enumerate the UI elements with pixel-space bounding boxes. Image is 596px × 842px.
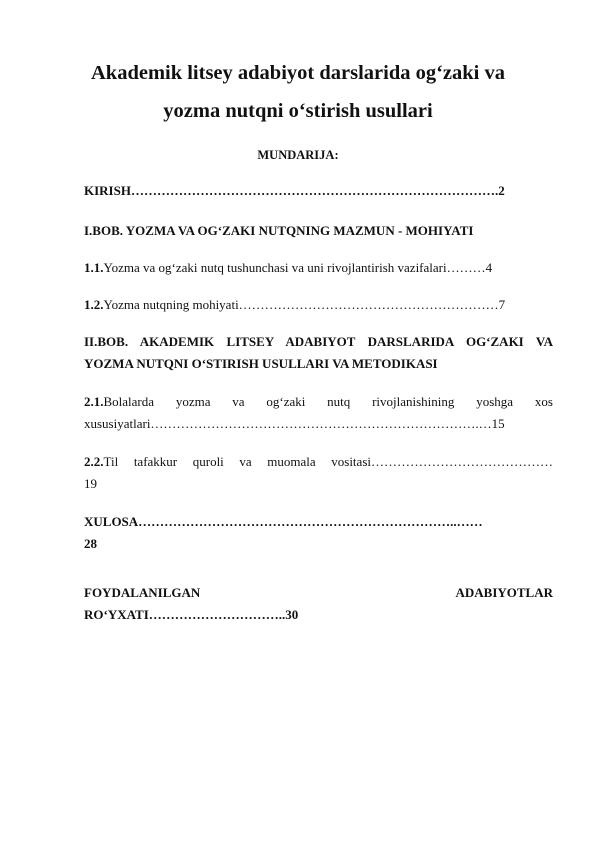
toc-entry-chapter-2-line-1: II.BOB. AKADEMIK LITSEY ADABIYOT DARSLARIDA OG‘ZAKI VA [84,334,553,349]
toc-entry-chapter-1: I.BOB. YOZMA VA OG‘ZAKI NUTQNING MAZMUN - MOHIYATI [84,223,474,238]
toc-entry-2-2-line-1 [84,452,553,472]
toc-entry-chapter-2-line-2: YOZMA NUTQNI O‘STIRISH USULLARI VA METODIKASI [84,356,438,371]
section-title: Yozma nutqning mohiyati……………………………………………………7 [103,297,506,312]
toc-entry-2-1-line-1: 2.1.Bolalarda yozma va og‘zaki nutq rivojlanishining yoshga xos [84,392,553,412]
section-number: 1.1. [84,260,104,275]
toc-entry-xulosa-page: 28 [84,536,97,551]
section-title: Yozma va og‘zaki nutq tushunchasi va uni rivojlantirish vazifalari………4 [103,260,493,275]
document-title-line-1: Akademik litsey adabiyot darslarida og‘zaki va [90,62,505,84]
toc-entry-xulosa: XULOSA………………………………………………………………..…… [84,514,483,529]
section-number: 1.2. [84,297,104,312]
toc-entry-2-1-line-2: xususiyatlari………………………………………………………………….…15 [84,416,505,431]
toc-entry-references-line-2: RO‘YXATI…………………………..30 [84,607,299,622]
section-number: 2.2. [84,454,104,469]
toc-entry-2-2-page: 19 [84,476,97,491]
section-first-word: 2.1.Bolalarda [84,394,155,409]
section-number: 2.1. [84,394,104,409]
document-title-line-2: yozma nutqni o‘stirish usullari [163,100,433,122]
toc-entry-kirish: KIRISH………………………………………………………………………….2 [84,183,505,198]
section-title: Til tafakkur quroli va muomala vositasi…………………………………… [103,454,553,469]
toc-heading: MUNDARIJA: [257,148,339,162]
toc-entry-references-line-1: FOYDALANILGAN ADABIYOTLAR [84,585,553,600]
toc-entry-1-2 [84,295,553,315]
toc-entry-1-1 [84,258,553,278]
